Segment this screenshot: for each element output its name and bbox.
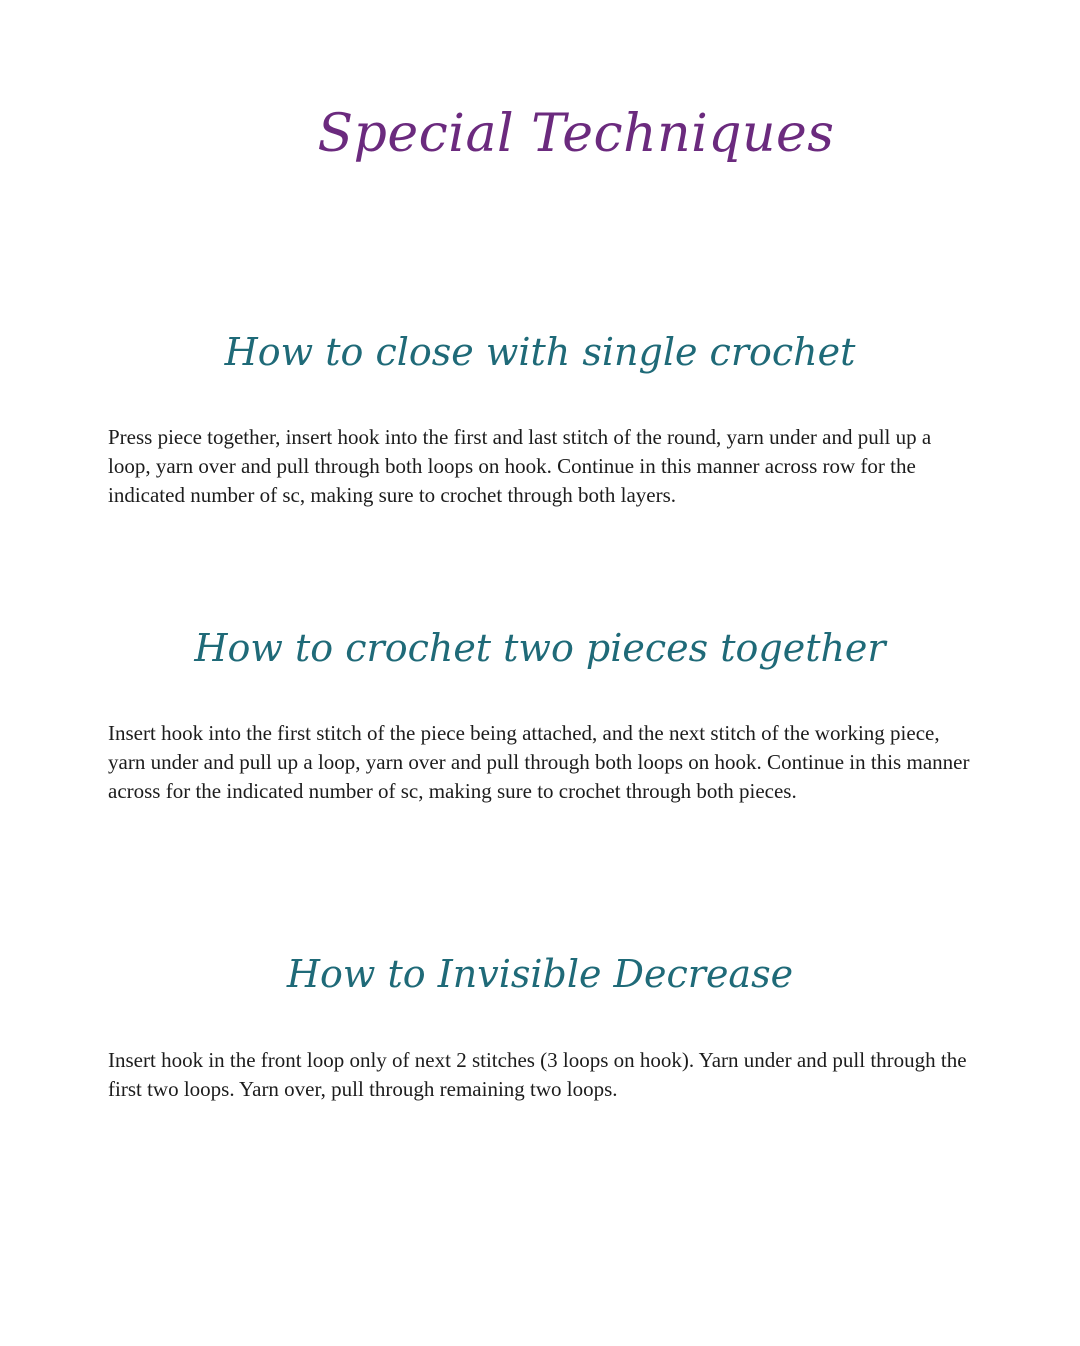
section-heading-invisible-decrease: How to Invisible Decrease — [286, 952, 794, 996]
section-body-crochet-two-pieces: Insert hook into the first stitch of the piece being attached, and the next stitch of the working piece, yarn under and pull up a loop, yarn over and pull through both loops on hook. Continue in this manner across for the indicated number of sc, making sure to crochet through both pieces. — [108, 721, 970, 803]
page-title: Special Techniques — [317, 104, 835, 164]
section-heading-crochet-two-pieces: How to crochet two pieces together — [194, 626, 886, 670]
section-heading-close-single-crochet: How to close with single crochet — [224, 330, 856, 374]
section-body-close-single-crochet: Press piece together, insert hook into the first and last stitch of the round, yarn under and pull up a loop, yarn over and pull through both loops on hook. Continue in this manner across row for the indicated number of sc, making sure to crochet through both layers. — [108, 425, 932, 507]
section-body-invisible-decrease: Insert hook in the front loop only of next 2 stitches (3 loops on hook). Yarn under and pull through the first two loops. Yarn over, pull through remaining two loops. — [108, 1048, 967, 1101]
